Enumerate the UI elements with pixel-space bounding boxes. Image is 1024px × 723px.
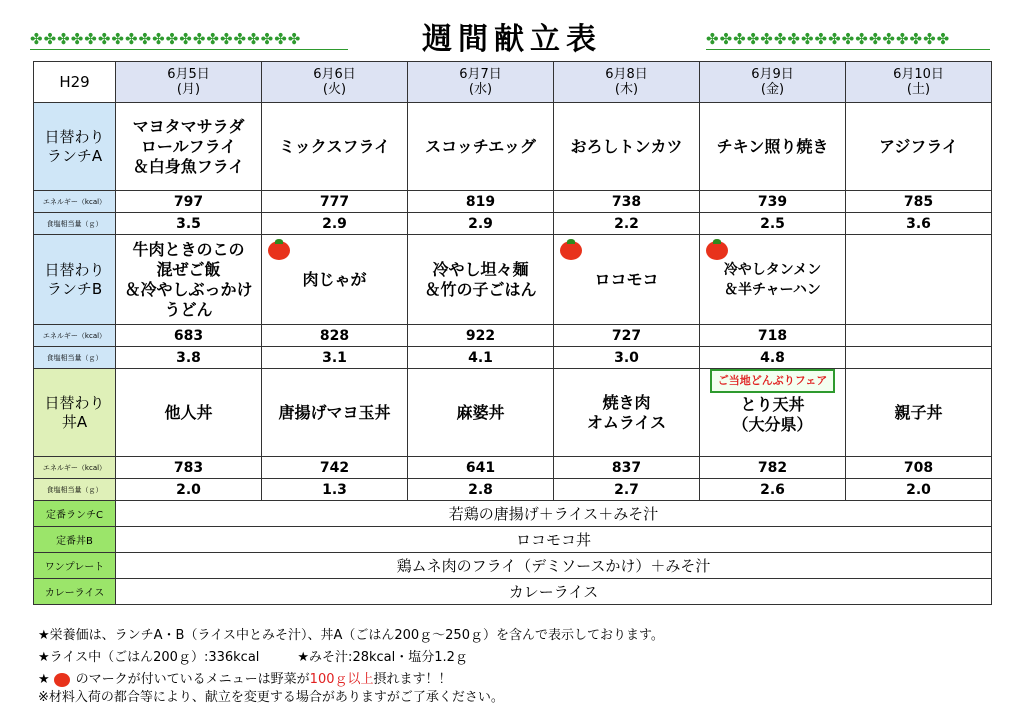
- fixed-label: ワンプレート: [34, 553, 116, 579]
- energy-value: 782: [700, 457, 846, 479]
- energy-value: 727: [554, 325, 700, 347]
- year-label: H29: [34, 62, 116, 103]
- menu-cell: 冷やし坦々麺 ＆竹の子ごはん: [408, 235, 554, 325]
- donburi-a-energy-row: [34, 457, 992, 479]
- salt-value: 3.5: [116, 213, 262, 235]
- salt-value: 3.0: [554, 347, 700, 369]
- energy-value: 739: [700, 191, 846, 213]
- menu-cell: マヨタマサラダ ロールフライ ＆白身魚フライ: [116, 103, 262, 191]
- lunch-a-salt-row: [34, 213, 992, 235]
- salt-value: 2.2: [554, 213, 700, 235]
- salt-value: 4.1: [408, 347, 554, 369]
- salt-value: 2.6: [700, 479, 846, 501]
- fixed-menu: 鶏ムネ肉のフライ（デミソースかけ）＋みそ汁: [116, 553, 992, 579]
- clover-decoration-left: ✤✤✤✤✤✤✤✤✤✤✤✤✤✤✤✤✤✤✤✤: [30, 30, 302, 48]
- salt-value: 2.0: [846, 479, 992, 501]
- day-header: 6月8日 (木): [554, 62, 700, 103]
- energy-value: 641: [408, 457, 554, 479]
- lunch-b-menu-row: [34, 235, 992, 325]
- lunch-a-label: 日替わり ランチA: [34, 103, 116, 191]
- energy-label: エネルギー（kcal）: [34, 325, 116, 347]
- lunch-b-label: 日替わり ランチB: [34, 235, 116, 325]
- menu-cell: 牛肉ときのこの 混ぜご飯 ＆冷やしぶっかけ うどん: [116, 235, 262, 325]
- salt-value: [846, 347, 992, 369]
- menu-cell: 親子丼: [846, 369, 992, 457]
- lunch-b-energy-row: [34, 325, 992, 347]
- fixed-row: [34, 501, 992, 527]
- fair-badge: ご当地どんぶりフェア: [710, 369, 835, 393]
- header-row: [34, 62, 992, 103]
- energy-value: 742: [262, 457, 408, 479]
- salt-value: 4.8: [700, 347, 846, 369]
- fixed-row: [34, 579, 992, 605]
- energy-value: 783: [116, 457, 262, 479]
- tomato-icon: [54, 673, 70, 687]
- page-title: 週間献立表: [422, 22, 602, 57]
- menu-cell: [846, 235, 992, 325]
- menu-cell: 肉じゃが: [262, 235, 408, 325]
- menu-cell: ミックスフライ: [262, 103, 408, 191]
- donburi-a-salt-row: [34, 479, 992, 501]
- salt-value: 2.7: [554, 479, 700, 501]
- energy-label: エネルギー（kcal）: [34, 191, 116, 213]
- menu-cell: 唐揚げマヨ玉丼: [262, 369, 408, 457]
- note-tomato-mark: ★ のマークが付いているメニューは野菜が100ｇ以上摂れます！！: [38, 672, 452, 687]
- salt-value: 1.3: [262, 479, 408, 501]
- fixed-row: [34, 527, 992, 553]
- menu-table: [33, 61, 992, 605]
- energy-value: 738: [554, 191, 700, 213]
- energy-value: 828: [262, 325, 408, 347]
- tomato-icon: [268, 241, 290, 260]
- menu-cell: 他人丼: [116, 369, 262, 457]
- note-nutrition: ★栄養価は、ランチA・B（ライス中とみそ汁）、丼A（ごはん200ｇ～250ｇ）を含んで表示しております。: [38, 628, 664, 643]
- day-header: 6月9日 (金): [700, 62, 846, 103]
- menu-cell: 冷やしタンメン ＆半チャーハン: [700, 235, 846, 325]
- clover-decoration-right: ✤✤✤✤✤✤✤✤✤✤✤✤✤✤✤✤✤✤: [706, 30, 951, 48]
- energy-value: 819: [408, 191, 554, 213]
- salt-value: 2.9: [262, 213, 408, 235]
- day-header: 6月5日 (月): [116, 62, 262, 103]
- fixed-menu: カレーライス: [116, 579, 992, 605]
- menu-cell: チキン照り焼き: [700, 103, 846, 191]
- note-change: ※材料入荷の都合等により、献立を変更する場合がありますがご了承ください。: [38, 690, 504, 705]
- salt-label: 食塩相当量（ｇ）: [34, 213, 116, 235]
- salt-value: 3.8: [116, 347, 262, 369]
- salt-value: 2.0: [116, 479, 262, 501]
- donburi-a-label: 日替わり 丼A: [34, 369, 116, 457]
- energy-value: 718: [700, 325, 846, 347]
- salt-value: 3.1: [262, 347, 408, 369]
- menu-cell: 麻婆丼: [408, 369, 554, 457]
- menu-cell: スコッチエッグ: [408, 103, 554, 191]
- fixed-label: 定番丼B: [34, 527, 116, 553]
- menu-cell: ご当地どんぶりフェア とり天丼 （大分県）: [700, 369, 846, 457]
- tomato-icon: [560, 241, 582, 260]
- note-rice-soup: ★ライス中（ごはん200ｇ）:336kcal ★みそ汁:28kcal・塩分1.2ｇ: [38, 650, 468, 665]
- lunch-a-energy-row: [34, 191, 992, 213]
- menu-cell: ロコモコ: [554, 235, 700, 325]
- energy-value: [846, 325, 992, 347]
- fixed-menu: 若鶏の唐揚げ＋ライス＋みそ汁: [116, 501, 992, 527]
- energy-value: 837: [554, 457, 700, 479]
- menu-cell: アジフライ: [846, 103, 992, 191]
- energy-value: 922: [408, 325, 554, 347]
- salt-value: 2.8: [408, 479, 554, 501]
- fixed-label: 定番ランチC: [34, 501, 116, 527]
- energy-value: 785: [846, 191, 992, 213]
- salt-label: 食塩相当量（ｇ）: [34, 347, 116, 369]
- day-header: 6月6日 (火): [262, 62, 408, 103]
- tomato-icon: [706, 241, 728, 260]
- lunch-a-menu-row: [34, 103, 992, 191]
- decoration-line-right: [706, 49, 990, 50]
- fixed-label: カレーライス: [34, 579, 116, 605]
- salt-value: 3.6: [846, 213, 992, 235]
- menu-cell: 焼き肉 オムライス: [554, 369, 700, 457]
- energy-value: 683: [116, 325, 262, 347]
- donburi-a-menu-row: [34, 369, 992, 457]
- salt-label: 食塩相当量（ｇ）: [34, 479, 116, 501]
- energy-value: 708: [846, 457, 992, 479]
- day-header: 6月10日 (土): [846, 62, 992, 103]
- energy-label: エネルギー（kcal）: [34, 457, 116, 479]
- day-header: 6月7日 (水): [408, 62, 554, 103]
- salt-value: 2.5: [700, 213, 846, 235]
- lunch-b-salt-row: [34, 347, 992, 369]
- menu-cell: おろしトンカツ: [554, 103, 700, 191]
- fixed-menu: ロコモコ丼: [116, 527, 992, 553]
- energy-value: 777: [262, 191, 408, 213]
- salt-value: 2.9: [408, 213, 554, 235]
- fixed-row: [34, 553, 992, 579]
- energy-value: 797: [116, 191, 262, 213]
